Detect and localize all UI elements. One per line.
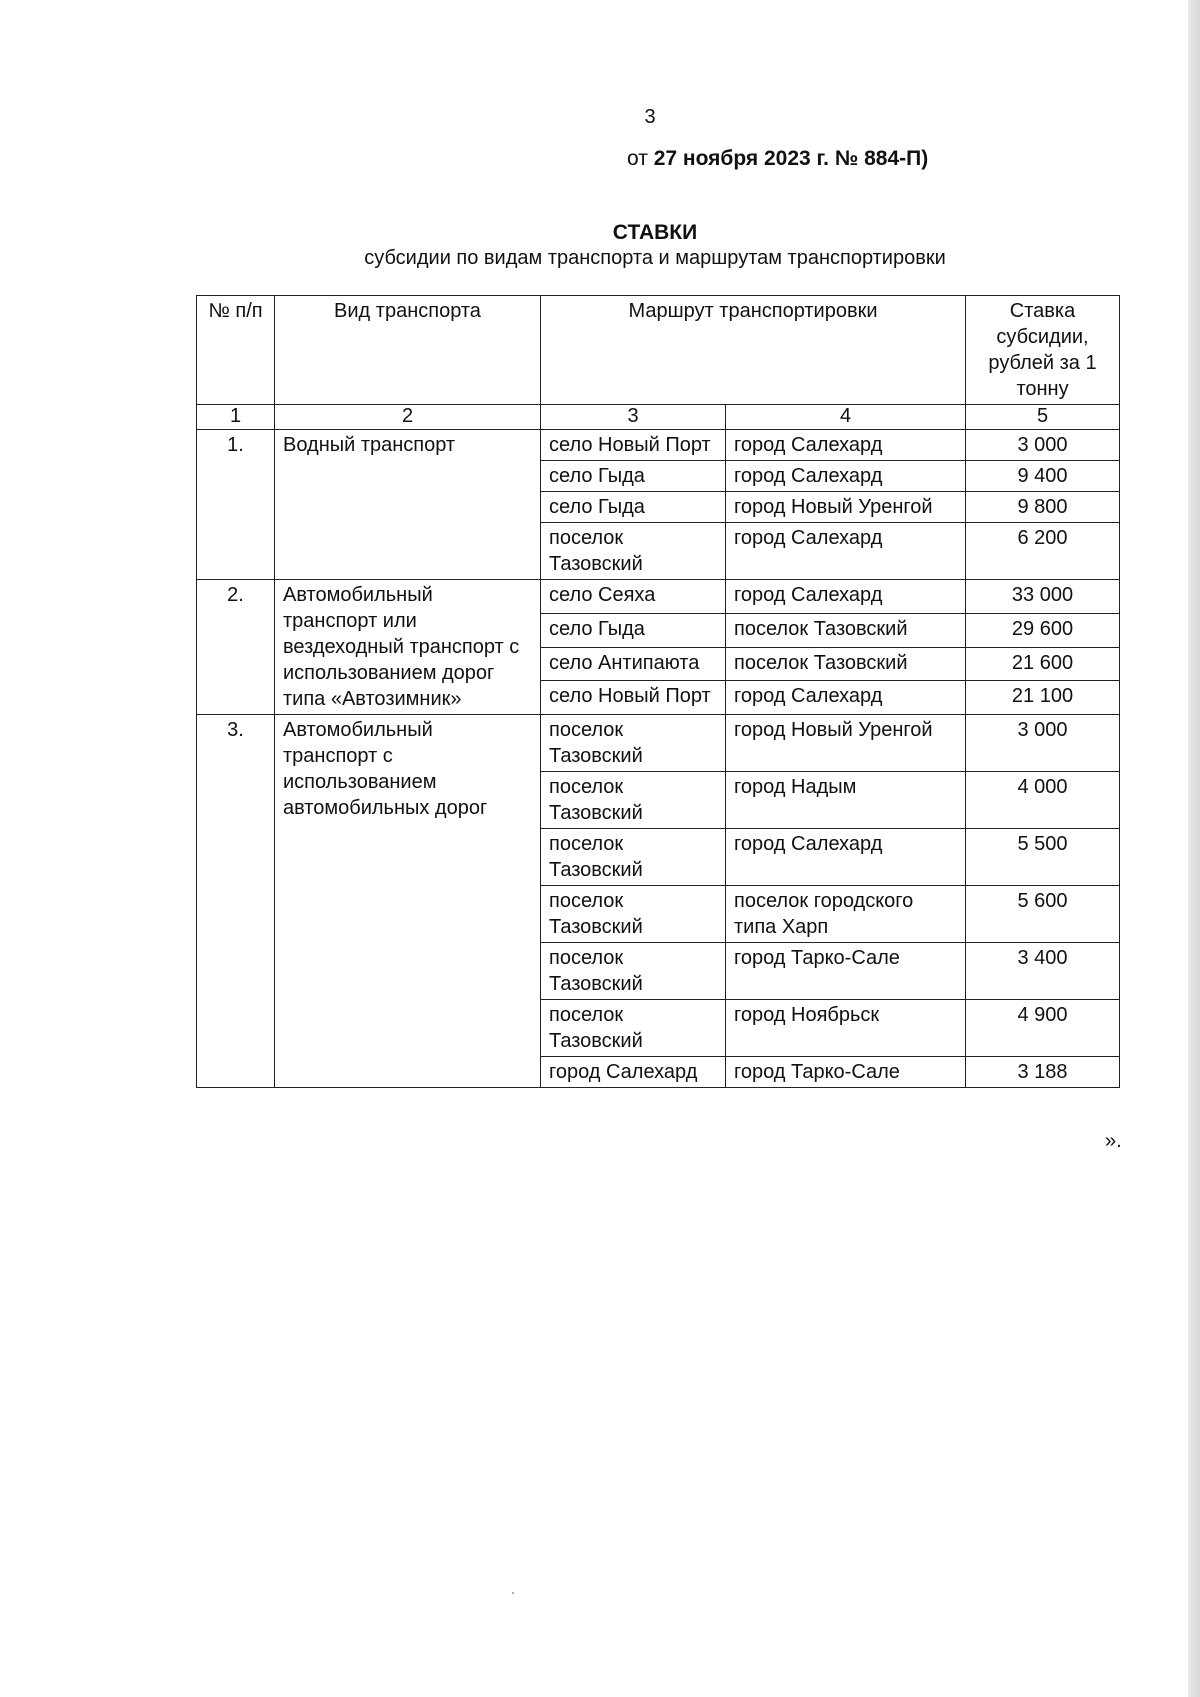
header-row	[197, 296, 1120, 405]
subsidy-rate: 5 600	[966, 886, 1120, 943]
subsidy-rate: 4 000	[966, 772, 1120, 829]
route-destination: город Салехард	[726, 430, 966, 461]
route-origin: поселок Тазовский	[541, 1000, 726, 1057]
header-route: Маршрут транспортировки	[541, 296, 966, 405]
route-origin: село Гыда	[541, 461, 726, 492]
column-number: 2	[275, 405, 541, 430]
document-reference	[627, 147, 928, 171]
route-origin: село Гыда	[541, 613, 726, 647]
route-origin: город Салехард	[541, 1057, 726, 1088]
transport-type: Водный транспорт	[275, 430, 541, 580]
transport-type: Автомобильный транспорт с использованием автомобильных дорог	[275, 715, 541, 1088]
route-destination: город Тарко-Сале	[726, 1057, 966, 1088]
column-numbers-row	[197, 405, 1120, 430]
route-destination: поселок Тазовский	[726, 647, 966, 681]
route-origin: село Сеяха	[541, 580, 726, 614]
route-origin: поселок Тазовский	[541, 829, 726, 886]
route-origin: поселок Тазовский	[541, 886, 726, 943]
route-destination: город Новый Уренгой	[726, 715, 966, 772]
subsidy-rate: 29 600	[966, 613, 1120, 647]
scan-speck	[512, 1592, 514, 1594]
table-subtitle: субсидии по видам транспорта и маршрутам транспортировки	[364, 247, 946, 269]
group-number: 2.	[197, 580, 275, 715]
subsidy-rate: 3 188	[966, 1057, 1120, 1088]
subsidy-rate: 3 400	[966, 943, 1120, 1000]
header-num: № п/п	[197, 296, 275, 405]
route-destination: город Новый Уренгой	[726, 492, 966, 523]
rates-table	[196, 295, 1120, 1088]
route-origin: село Новый Порт	[541, 430, 726, 461]
subsidy-rate: 21 600	[966, 647, 1120, 681]
transport-type: Автомобильный транспорт или вездеходный транспорт с использованием дорог типа «Автозимник»	[275, 580, 541, 715]
page-edge	[1188, 0, 1200, 1697]
subsidy-rate: 21 100	[966, 681, 1120, 715]
subsidy-rate: 3 000	[966, 430, 1120, 461]
subsidy-rate: 6 200	[966, 523, 1120, 580]
route-origin: село Новый Порт	[541, 681, 726, 715]
route-origin: поселок Тазовский	[541, 943, 726, 1000]
table-row	[197, 430, 1120, 461]
closing-quote: ».	[1105, 1130, 1122, 1152]
subsidy-rate: 3 000	[966, 715, 1120, 772]
subsidy-rate: 33 000	[966, 580, 1120, 614]
group-number: 3.	[197, 715, 275, 1088]
column-number: 1	[197, 405, 275, 430]
column-number: 3	[541, 405, 726, 430]
route-destination: город Салехард	[726, 461, 966, 492]
route-destination: город Тарко-Сале	[726, 943, 966, 1000]
route-origin: село Гыда	[541, 492, 726, 523]
route-destination: город Ноябрьск	[726, 1000, 966, 1057]
route-destination: поселок Тазовский	[726, 613, 966, 647]
group-number: 1.	[197, 430, 275, 580]
header-rate: Ставка субсидии, рублей за 1 тонну	[966, 296, 1120, 405]
header-type: Вид транспорта	[275, 296, 541, 405]
doc-ref-text: 27 ноября 2023 г. № 884-П)	[653, 147, 929, 170]
table-row	[197, 580, 1120, 614]
route-destination: город Надым	[726, 772, 966, 829]
subsidy-rate: 4 900	[966, 1000, 1120, 1057]
route-origin: село Антипаюта	[541, 647, 726, 681]
subsidy-rate: 5 500	[966, 829, 1120, 886]
column-number: 4	[726, 405, 966, 430]
rates-table-body	[197, 296, 1120, 1088]
route-destination: город Салехард	[726, 523, 966, 580]
page-number: 3	[644, 106, 656, 128]
column-number: 5	[966, 405, 1120, 430]
route-destination: город Салехард	[726, 580, 966, 614]
subsidy-rate: 9 400	[966, 461, 1120, 492]
table-row	[197, 715, 1120, 772]
table-title: СТАВКИ	[612, 221, 698, 244]
doc-ref-prefix: от	[627, 147, 648, 170]
route-destination: поселок городского типа Харп	[726, 886, 966, 943]
route-origin: поселок Тазовский	[541, 715, 726, 772]
route-origin: поселок Тазовский	[541, 523, 726, 580]
route-destination: город Салехард	[726, 681, 966, 715]
route-origin: поселок Тазовский	[541, 772, 726, 829]
route-destination: город Салехард	[726, 829, 966, 886]
subsidy-rate: 9 800	[966, 492, 1120, 523]
